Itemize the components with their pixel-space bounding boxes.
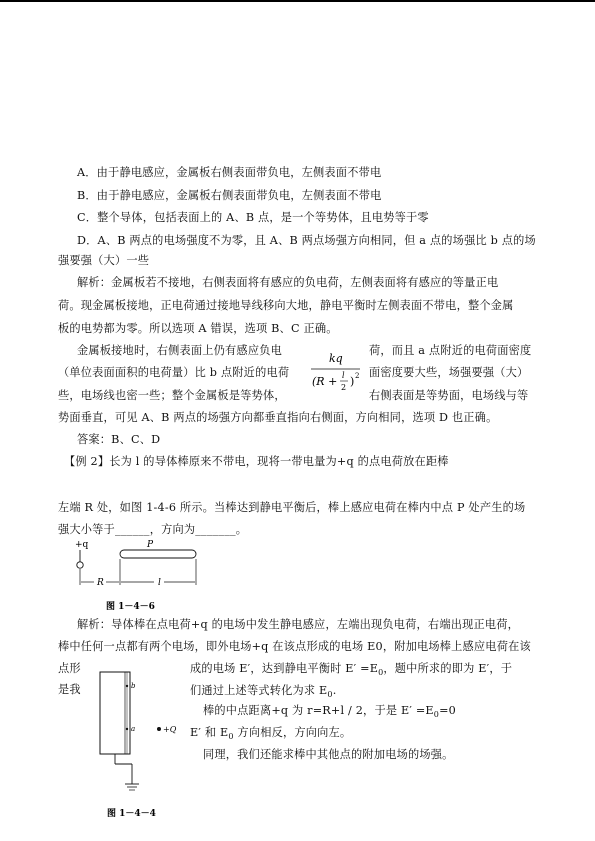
- option-b: B．由于静电感应，金属板右侧表面带负电，左侧表面不带电: [77, 189, 382, 202]
- fig4-metal-plate: [100, 672, 130, 754]
- analysis2-line4: 势面垂直，可见 A、B 两点的场强方向都垂直指向右侧面，方向相同，选项 D 也正确。: [58, 411, 498, 424]
- analysis2-right2: 面密度要大些，场强要强（大）: [369, 366, 529, 379]
- analysis3-line2: 棒中任何一点都有两个电场，即外电场+q 在该点形成的电场 E0，附加电场棒上感应电荷在该: [58, 640, 531, 653]
- formula-denominator-close: ): [350, 375, 355, 388]
- analysis1-line3: 板的电势都为零。所以选项 A 错误，选项 B、C 正确。: [58, 322, 338, 335]
- analysis2-right3: 右侧表面是等势面，电场线与等: [369, 389, 529, 402]
- example2-line3: 强大小等于______，方向为_______。: [58, 523, 248, 536]
- analysis3-line7: 同理，我们还能求棒中其他点的附加电场的场强。: [203, 748, 454, 761]
- analysis3-line6: [190, 726, 351, 744]
- formula-exponent: 2: [355, 372, 360, 380]
- analysis1-line2: 荷。现金属板接地，正电荷通过接地导线移向大地，静电平衡时左侧表面不带电，整个金属: [58, 299, 514, 312]
- analysis3-line6-sub: 0: [228, 732, 234, 742]
- analysis3-right4: [190, 684, 336, 702]
- fig6-point-label: P: [147, 540, 154, 550]
- formula-numerator: kq: [329, 352, 343, 365]
- analysis3-right3: [190, 662, 512, 680]
- fig6-caption: 图 1－4－6: [106, 602, 155, 612]
- analysis3-line5: [203, 704, 456, 722]
- analysis3-left3: 点形: [58, 662, 81, 675]
- fig4-point-a: [126, 728, 128, 730]
- analysis3-right3-sub: 0: [378, 668, 384, 678]
- formula-denominator-r: (R +: [312, 375, 338, 388]
- analysis3-line5-sub: 0: [433, 710, 440, 720]
- fig4-label-a: a: [131, 725, 136, 733]
- formula-denominator-l: l: [342, 371, 345, 380]
- analysis2-left3: 些，电场线也密一些；整个金属板是等势体，: [58, 389, 286, 402]
- analysis3-right3-text: 成的电场 E′，达到静电平衡时 E′ =E: [190, 662, 379, 675]
- fig4-label-b: b: [131, 682, 136, 690]
- example2-line1: 【例 2】长为 l 的导体棒原来不带电，现将一带电量为+q 的点电荷放在距棒: [64, 455, 449, 468]
- fig4-caption: 图 1－4－4: [107, 809, 156, 819]
- analysis3-right4-sub: 0: [327, 690, 333, 700]
- option-d-line1: D．A、B 两点的电场强度不为零，且 A、B 两点场强方向相同，但 a 点的场强比 b 点的场: [77, 234, 536, 247]
- analysis3-right4-tail: .: [332, 684, 337, 697]
- page-top-border: [0, 0, 595, 2]
- analysis3-line6-b: 方向相反，方向向左。: [233, 726, 352, 739]
- analysis3-line5-text: 棒的中点距离+q 为 r=R+l / 2，于是 E′ =E: [203, 704, 434, 717]
- example2-line2: 左端 R 处，如图 1-4-6 所示。当棒达到静电平衡后，棒上感应电荷在棒内中点 P 处产生的场: [58, 501, 526, 514]
- option-d-line2: 强要强（大）一些: [58, 254, 150, 267]
- fig4-charge-dot: [157, 727, 161, 731]
- fig4-charge-label: +Q: [163, 725, 177, 734]
- fig6-rod: [120, 550, 196, 558]
- fig4-point-b: [126, 685, 128, 687]
- option-a: A．由于静电感应，金属板右侧表面带负电，左侧表面不带电: [77, 166, 382, 179]
- analysis3-line6-a: E′ 和 E: [190, 726, 229, 739]
- figure-1-4-6: [68, 537, 228, 615]
- analysis1-line1: 解析：金属板若不接地，右侧表面将有感应的负电荷，左侧表面将有感应的等量正电: [77, 276, 499, 289]
- analysis3-line5-tail: =0: [439, 704, 456, 717]
- fig6-point-charge: [77, 562, 83, 568]
- answer-line: 答案：B、C、D: [77, 433, 161, 446]
- analysis3-right4-text: 们通过上述等式转化为求 E: [190, 684, 328, 697]
- fig6-charge-label: +q: [75, 540, 89, 550]
- analysis2-left2: （单位表面面积的电荷量）比 b 点附近的电荷: [58, 366, 290, 379]
- fig6-r-label: R: [97, 578, 104, 588]
- analysis3-left4: 是我: [58, 683, 81, 696]
- fig6-l-label: l: [158, 578, 161, 588]
- option-c: C．整个导体，包括表面上的 A、B 点，是一个等势体，且电势等于零: [77, 211, 429, 224]
- figure-1-4-4: [96, 670, 191, 818]
- analysis3-line1: 解析：导体棒在点电荷+q 的电场中发生静电感应，左端出现负电荷，右端出现正电荷，: [77, 618, 520, 631]
- analysis3-right3-tail: ，题中所求的即为 E′，于: [383, 662, 513, 675]
- field-formula: [306, 345, 366, 397]
- analysis2-left1: 金属板接地时，右侧表面上仍有感应负电: [77, 344, 282, 357]
- analysis2-right1: 荷，而且 a 点附近的电荷面密度: [369, 344, 532, 357]
- formula-denominator-2: 2: [341, 383, 347, 392]
